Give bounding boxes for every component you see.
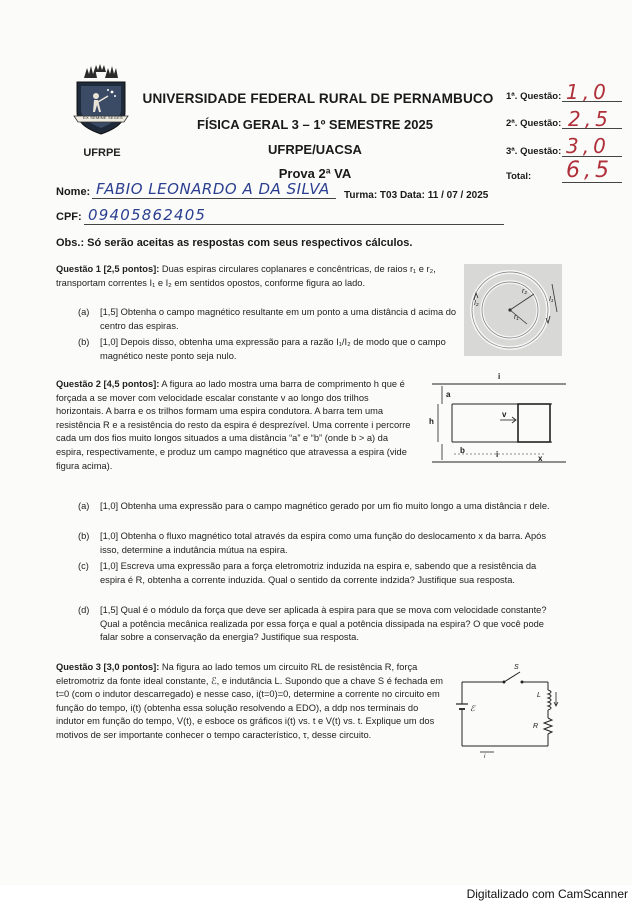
q2-a-label: (a)	[78, 501, 90, 511]
university-title: UNIVERSIDADE FEDERAL RURAL DE PERNAMBUCO	[142, 91, 494, 106]
university-logo	[72, 62, 130, 142]
q1-fig-r2: r₂	[522, 288, 528, 295]
q2-d-text: [1,5] Qual é o módulo da força que deve ser aplicada à espira para que se mova com velocidade constante? Qual a potência mecânica realizada por essa força e qual a potência dissipada na espira? O que você pode falar sobre a conservação da energia? Justifique sua resposta.	[100, 605, 547, 643]
q1-text: Duas espiras circulares coplanares e concêntricas, de raios r₁ e r₂, transportam correntes I₁ e I₂ em sentidos opostos, conforme figura ao lado.	[56, 264, 436, 288]
q1-title: Questão 1 [2,5 pontos]:	[56, 264, 160, 274]
q1-b-text: [1,0] Depois disso, obtenha uma expressão para a razão I₁/I₂ de modo que o campo magnético neste ponto seja nulo.	[100, 337, 446, 361]
scanner-watermark: Digitalizado com CamScanner	[466, 887, 628, 901]
q1-figure-concentric-loops	[464, 264, 562, 356]
q2-item-c	[78, 560, 564, 602]
q2-fig-a: a	[446, 390, 451, 399]
score-total-value: 6,5	[566, 158, 613, 183]
q2-fig-i-bottom: i	[496, 450, 499, 459]
name-value: FABIO LEONARDO A DA SILVA	[96, 180, 330, 198]
q3-fig-l: L	[537, 692, 541, 699]
q1-item-b	[78, 336, 458, 364]
q2-fig-b: b	[460, 446, 465, 455]
score-q2-label: 2ª. Questão:	[506, 118, 562, 129]
q2-a-text: [1,0] Obtenha uma expressão para o campo magnético gerado por um fio muito longo a uma distância r dele.	[100, 501, 550, 511]
q1-fig-r1: r₁	[514, 314, 519, 321]
score-total-label: Total:	[506, 171, 532, 182]
score-q3-label: 3ª. Questão:	[506, 146, 562, 157]
name-line	[92, 198, 336, 199]
q1-b-label: (b)	[78, 337, 90, 347]
cpf-line	[84, 224, 504, 225]
cpf-value: 09405862405	[88, 206, 207, 224]
q2-fig-v: v	[502, 410, 507, 419]
footer-bar	[0, 885, 632, 905]
q3-fig-r: R	[533, 723, 539, 730]
q3-fig-emf: ℰ	[470, 704, 475, 713]
q2-statement	[56, 378, 416, 473]
q2-text: A figura ao lado mostra uma barra de comprimento h que é forçada a se mover com velocidade escalar constante v ao longo dos trilhos horizontais. A barra e os trilhos formam uma espira condutora. A barra tem uma resistência R e a resistência do resto da espira é desprezível. Uma corrente i percorre cada um dos fios muito longos situados a uma distância “a” e “b” (onde b > a) da espira, respectivamente, e produz um campo magnético que atravessa a espira (vide figura acima).	[56, 379, 411, 471]
q2-fig-x: x	[538, 454, 543, 463]
q2-title: Questão 2 [4,5 pontos]:	[56, 379, 160, 389]
class-date-label: Turma: T03 Data: 11 / 07 / 2025	[344, 190, 489, 201]
q1-fig-i1: I₁	[549, 296, 554, 303]
q2-fig-i-top: i	[498, 372, 501, 381]
score-q3-line	[562, 156, 622, 157]
cpf-label: CPF:	[56, 211, 82, 223]
q3-figure-rl-circuit	[452, 664, 564, 760]
exam-title: Prova 2ª VA	[278, 166, 352, 181]
q2-c-label: (c)	[78, 561, 89, 571]
q2-item-b	[78, 530, 564, 558]
score-q1-line	[562, 101, 622, 102]
course-title: FÍSICA GERAL 3 – 1º SEMESTRE 2025	[197, 117, 433, 132]
q3-fig-s: S	[514, 664, 519, 671]
q3-title: Questão 3 [3,0 pontos]:	[56, 662, 160, 672]
q3-statement	[56, 661, 446, 743]
q2-b-text: [1,0] Obtenha o fluxo magnético total através da espira como uma função do deslocamento x da barra. Após isso, determine a indutância mútua na espira.	[100, 531, 547, 555]
score-q2-value: 2,5	[568, 107, 612, 131]
score-total-line	[562, 182, 622, 183]
observation: Obs.: Só serão aceitas as respostas com seus respectivos cálculos.	[56, 237, 413, 249]
q1-a-label: (a)	[78, 307, 90, 317]
score-q3-value: 3,0	[566, 134, 610, 158]
q3-text: Na figura ao lado temos um circuito RL de resistência R, força eletromotriz da fonte ideal constante, ℰ, e indutância L. Supondo que a chave S é fechada em t=0 (com o indutor descarregado) e nesse caso, i(t=0)=0, determine a corrente no circuito em função do tempo, i(t) (obtenha essa solução resolvendo a EDO), a ddp nos terminais do indutor em função do tempo, V(t), e esboce os gráficos i(t) vs. t e V(t) vs. t. Explique um dos motivos de ser importante conhecer o tempo característico, τ, desse circuito.	[56, 662, 444, 740]
name-label: Nome:	[56, 186, 91, 198]
q2-item-d	[78, 604, 564, 646]
logo-caption: UFRPE	[83, 147, 121, 159]
score-q1-value: 1,0	[566, 80, 610, 104]
q2-fig-h: h	[429, 417, 434, 426]
score-q2-line	[562, 128, 622, 129]
score-q1-label: 1ª. Questão:	[506, 91, 562, 102]
q1-a-text: [1,5] Obtenha o campo magnético resultante em um ponto a uma distância d acima do centro das espiras.	[100, 307, 457, 331]
campus-title: UFRPE/UACSA	[268, 142, 362, 157]
q1-fig-i2: I₂	[474, 300, 479, 307]
q2-b-label: (b)	[78, 531, 90, 541]
q2-item-a	[78, 500, 564, 528]
q3-fig-i: i	[484, 754, 486, 760]
q1-item-a	[78, 306, 458, 334]
q2-c-text: [1,0] Escreva uma expressão para a força eletromotriz induzida na espira e, sabendo que a resistência da espira é R, obtenha a corrente induzida. Qual o sentido da corrente indzida? Justifique sua resposta.	[100, 561, 537, 585]
logo-motto: EX SEMINE SEGES	[83, 115, 123, 120]
q1-statement	[56, 263, 460, 290]
q2-d-label: (d)	[78, 605, 90, 615]
